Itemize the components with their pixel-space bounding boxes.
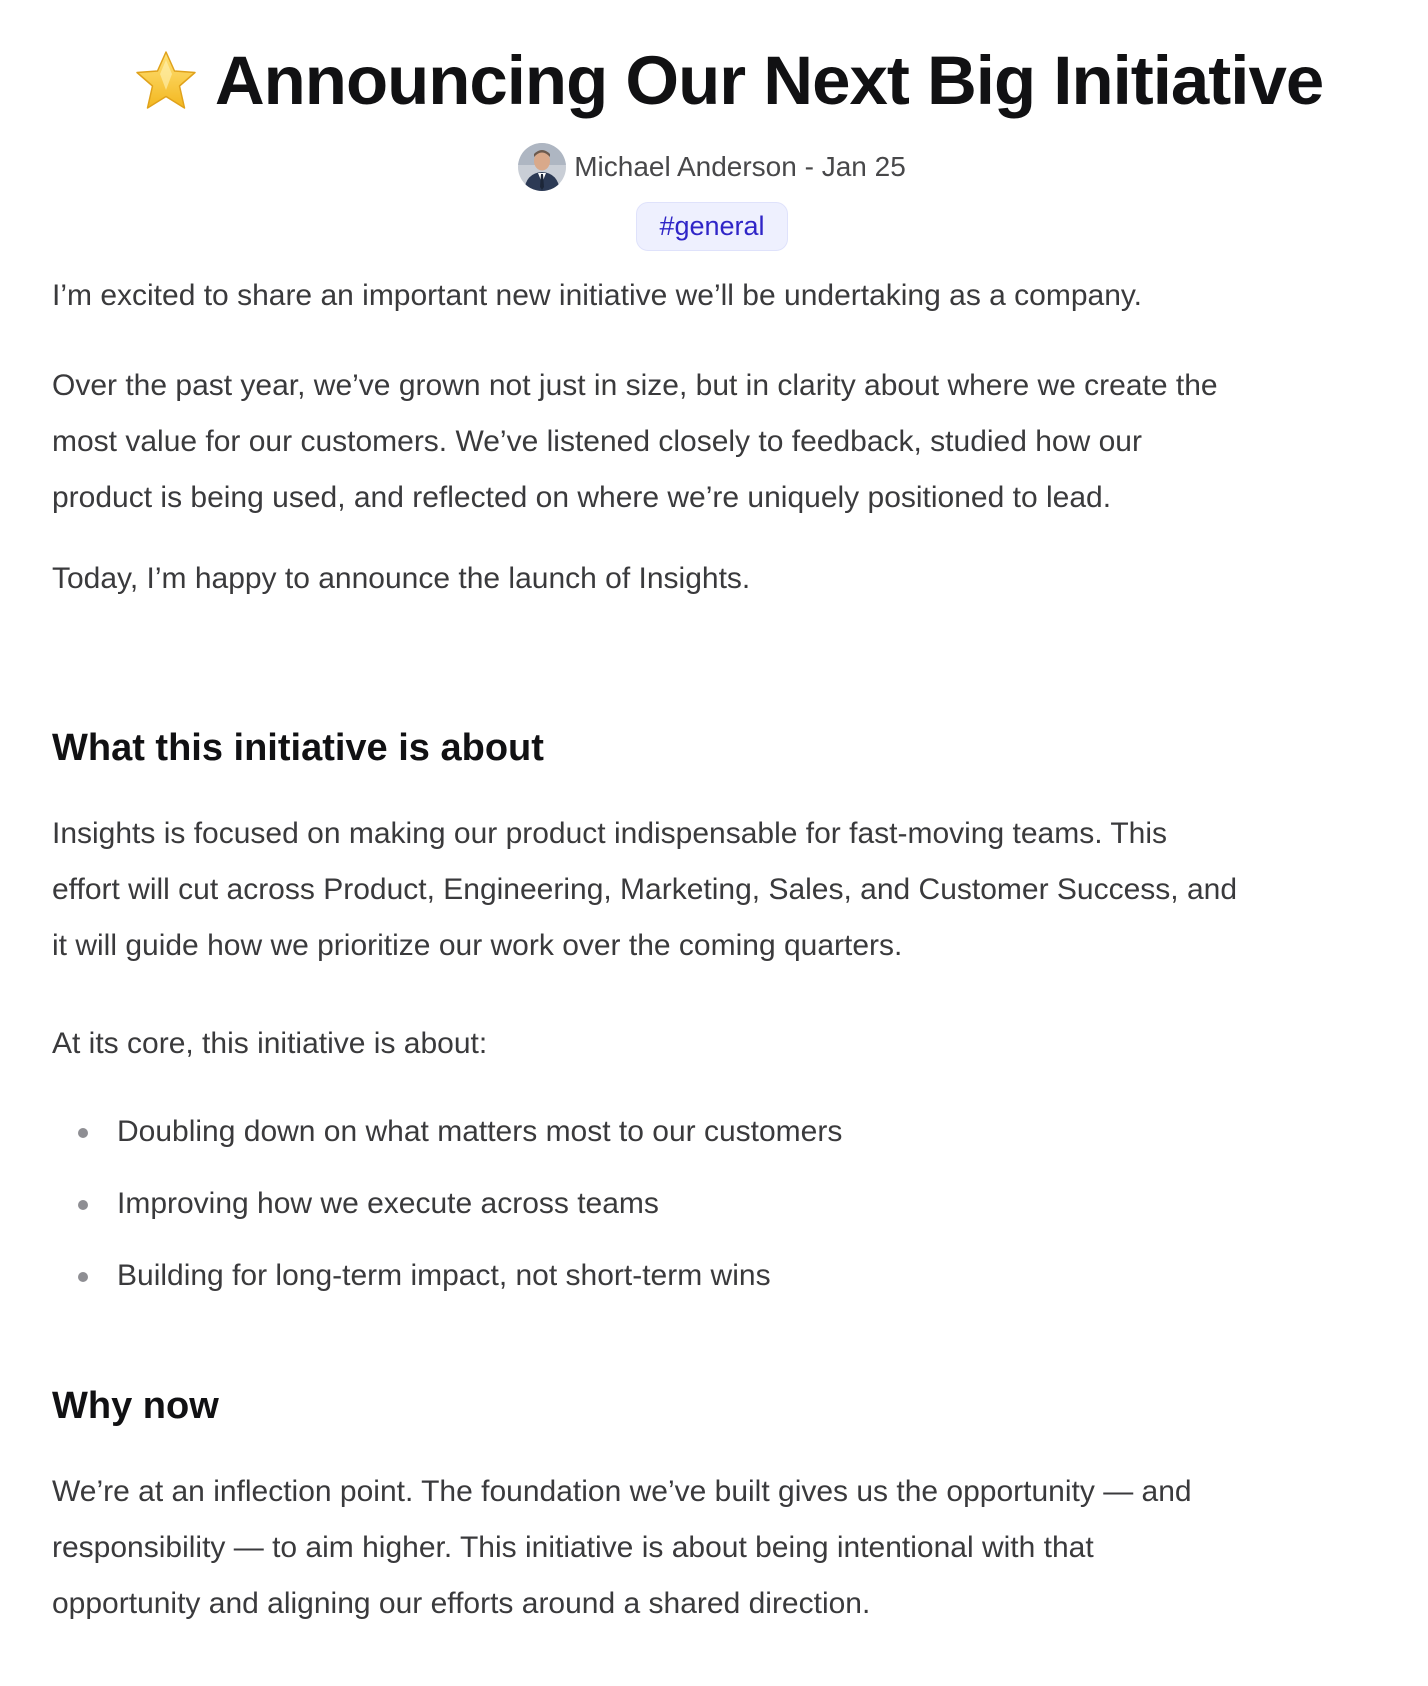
list-item-text: Improving how we execute across teams	[117, 1187, 659, 1220]
tag-row	[52, 202, 1372, 251]
context-paragraph	[52, 358, 1372, 526]
context-line: most value for our customers. We’ve listened closely to feedback, studied how our	[52, 425, 1142, 458]
author-avatar[interactable]	[518, 143, 566, 191]
list-item	[52, 1182, 1372, 1254]
why-now-line: We’re at an inflection point. The foundation we’ve built gives us the opportunity — and	[52, 1475, 1192, 1508]
channel-tag[interactable]: #general	[636, 202, 787, 251]
post-title-row	[52, 42, 1402, 120]
context-line: product is being used, and reflected on where we’re uniquely positioned to lead.	[52, 481, 1112, 514]
section-heading-why-now: Why now	[52, 1385, 219, 1427]
list-item-text: Building for long-term impact, not short-term wins	[117, 1259, 771, 1292]
star-icon	[131, 46, 201, 116]
intro-paragraph: I’m excited to share an important new initiative we’ll be undertaking as a company.	[52, 279, 1143, 312]
why-now-line: responsibility — to aim higher. This initiative is about being intentional with that	[52, 1531, 1094, 1564]
byline-text: Michael Anderson - Jan 25	[574, 151, 906, 182]
post-title: Announcing Our Next Big Initiative	[214, 42, 1324, 119]
announcement-paragraph: Today, I’m happy to announce the launch of Insights.	[52, 562, 751, 595]
about-line: Insights is focused on making our product indispensable for fast-moving teams. This	[52, 817, 1168, 850]
core-intro-paragraph: At its core, this initiative is about:	[52, 1027, 488, 1060]
list-item	[52, 1254, 1372, 1326]
byline	[52, 143, 1372, 191]
bullet-dot-icon	[78, 1272, 88, 1282]
context-line: Over the past year, we’ve grown not just in size, but in clarity about where we create the	[52, 369, 1218, 402]
why-now-paragraph	[52, 1464, 1372, 1632]
core-bullet-list	[52, 1110, 1372, 1326]
list-item	[52, 1110, 1372, 1182]
section-heading-about: What this initiative is about	[52, 727, 544, 769]
bullet-dot-icon	[78, 1128, 88, 1138]
list-item-text: Doubling down on what matters most to our customers	[117, 1115, 843, 1148]
bullet-dot-icon	[78, 1200, 88, 1210]
about-paragraph	[52, 806, 1372, 974]
why-now-line: opportunity and aligning our efforts around a shared direction.	[52, 1587, 871, 1620]
about-line: it will guide how we prioritize our work over the coming quarters.	[52, 929, 903, 962]
about-line: effort will cut across Product, Engineering, Marketing, Sales, and Customer Success, and	[52, 873, 1238, 906]
